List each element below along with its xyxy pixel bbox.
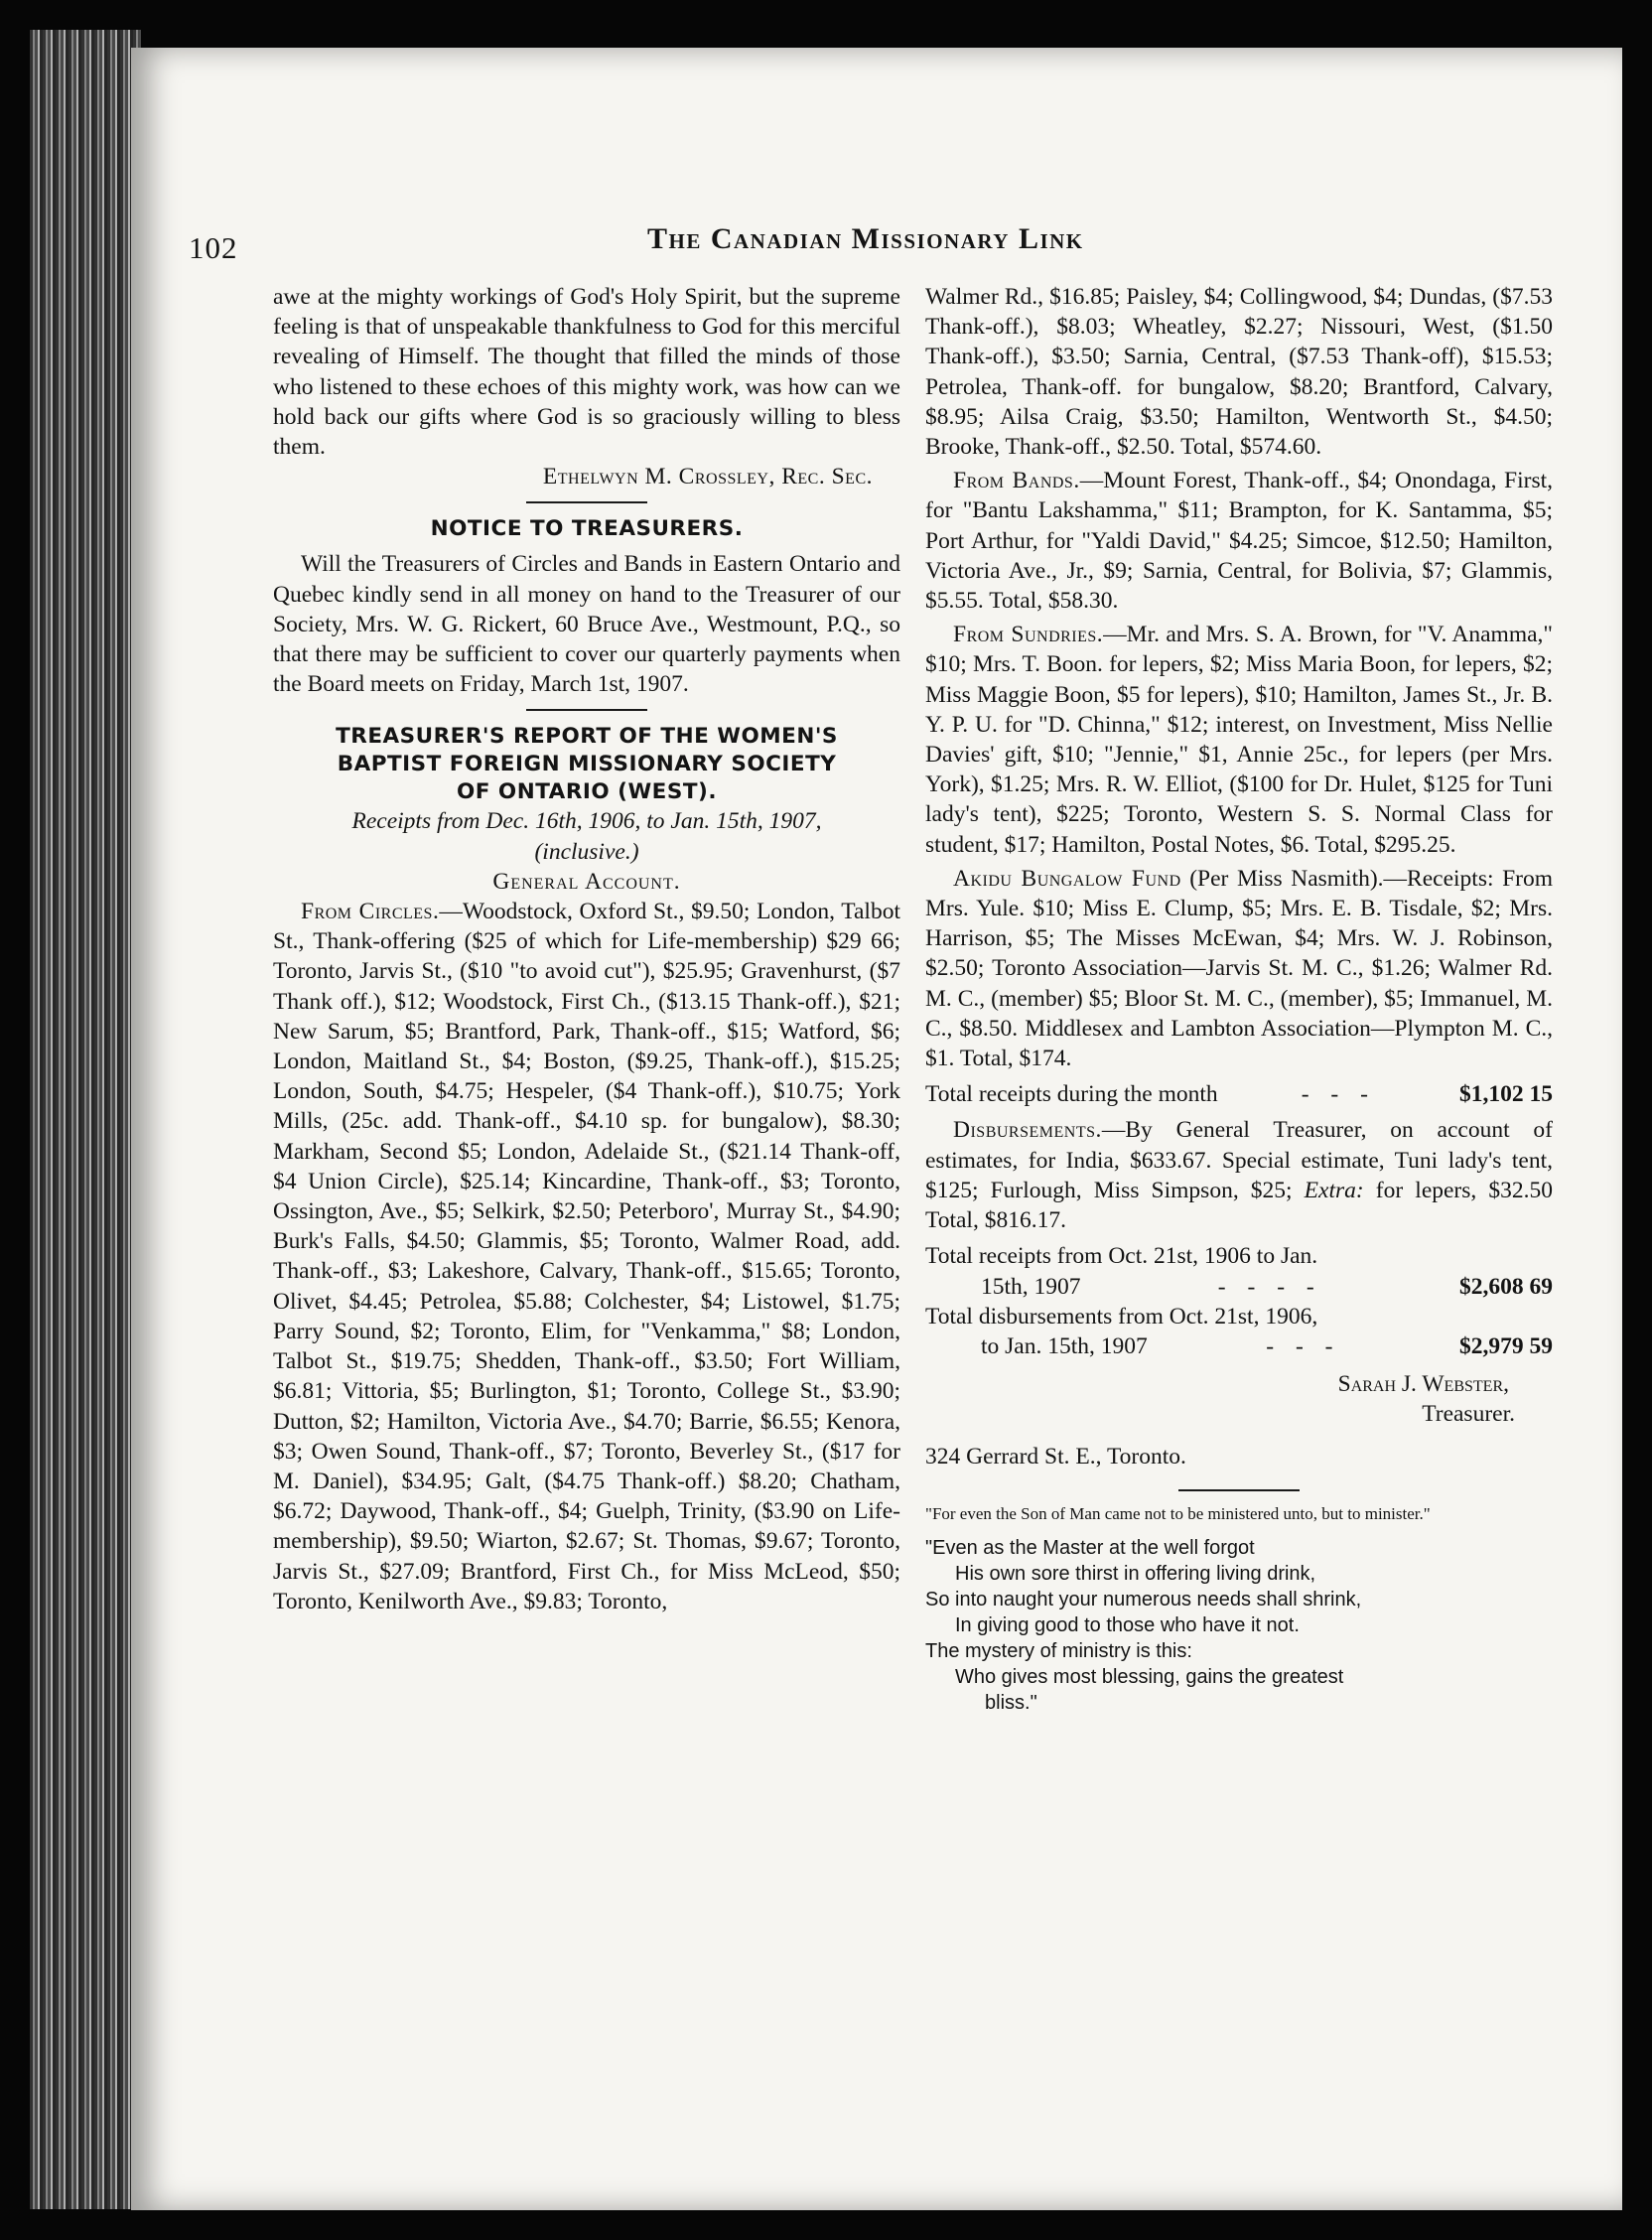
- poem-line: bliss.": [985, 1691, 1037, 1714]
- total-oct-amount: $2,608 69: [1459, 1273, 1553, 1300]
- poem-line: His own sore thirst in offering living drink,: [955, 1562, 1316, 1585]
- report-heading-line-3: OF ONTARIO (WEST).: [456, 779, 718, 805]
- total-month-label: Total receipts during the month: [925, 1081, 1218, 1108]
- running-header: [131, 183, 1622, 265]
- from-bands-paragraph: [925, 466, 1553, 616]
- from-circles-label: From Circles.: [301, 899, 440, 925]
- total-disbursements-line-1: Total disbursements from Oct. 21st, 1906,: [925, 1303, 1318, 1330]
- total-oct-row: [925, 1272, 1553, 1302]
- total-month-dashes: - - -: [1301, 1081, 1376, 1108]
- poem-line: Who gives most blessing, gains the greatest: [955, 1665, 1344, 1688]
- general-account-heading: General Account.: [492, 868, 681, 895]
- total-month-row: [925, 1079, 1553, 1109]
- divider-rule: [526, 709, 647, 711]
- closing-poem: [925, 1535, 1553, 1716]
- from-sundries-text: —Mr. and Mrs. S. A. Brown, for "V. Anamma," $10; Mrs. T. Boon. for lepers, $2; Miss Maria Boon, for lepers, $2; Miss Maggie Boon, $5 for lepers), $10; Hamilton, James St., Jr. B. Y. P. U. for "D. Chinna," $12; interest, on Investment, Miss Nellie Davies' gift, $10; "Jennie," $1, Annie 25c., for lepers (per Mrs. York), $1.25; Mrs. R. W. Elliot, ($100 for Dr. Hulet, $125 for Tuni lady's tent), $225; Toronto, Western S. S. Normal Class for student, $17; Hamilton, Postal Notes, $6. Total, $295.25.: [925, 622, 1553, 858]
- total-oct-dashes: - - - -: [1217, 1273, 1322, 1300]
- treasurer-title: Treasurer.: [1422, 1401, 1515, 1428]
- poem-line: The mystery of ministry is this:: [925, 1639, 1192, 1662]
- notice-text: Will the Treasurers of Circles and Bands in Eastern Ontario and Quebec kindly send in all money on hand to the Treasurer of our Society, Mrs. W. G. Rickert, 60 Bruce Ave., Westmount, P.Q., so that there may be sufficient to cover our quarterly payments when the Board meets on Friday, March 1st, 1907.: [273, 551, 900, 698]
- total-month-amount: $1,102 15: [1459, 1081, 1553, 1108]
- poem-line: "Even as the Master at the well forgot: [925, 1536, 1255, 1559]
- treasurer-address: 324 Gerrard St. E., Toronto.: [925, 1443, 1186, 1470]
- page-sheet: [131, 48, 1622, 2210]
- treasurer-name: Sarah J. Webster,: [1337, 1371, 1509, 1398]
- opening-paragraph: awe at the mighty workings of God's Holy Spirit, but the supreme feeling is that of unspeakable thankfulness to God for this merciful revealing of Himself. The thought that filled the minds of those who listened to these echoes of this mighty work, was how can we hold back our gifts where God is so graciously willing to bless them.: [273, 284, 900, 461]
- recording-secretary-signature: Ethelwyn M. Crossley, Rec. Sec.: [542, 464, 873, 490]
- akidu-bungalow-label: Akidu Bungalow Fund: [953, 865, 1181, 892]
- total-disbursements-line-2: to Jan. 15th, 1907: [981, 1332, 1148, 1359]
- from-bands-text: —Mount Forest, Thank-off., $4; Onondaga, First, for "Bantu Lakshamma," $11; Brampton, for K. Santamma, $5; Port Arthur, for "Yaldi David," $4.25; Simcoe, $12.50; Hamilton, Victoria Ave., Jr., $9; Sarnia, Central, for Bolivia, $7; Glammis, $5.55. Total, $58.30.: [925, 468, 1554, 615]
- akidu-bungalow-text: (Per Miss Nasmith).—Receipts: From Mrs. Yule. $10; Miss E. Clump, $5; Mrs. E. B. Tisdale, $2; Mrs. Harrison, $5; The Misses McEwan, $4; Mrs. W. J. Robinson, $2.50; Toronto Association—Jarvis St. M. C., $1.26; Walmer Rd. M. C., (member) $5; Bloor St. M. C., (member), $5; Immanuel, M. C., $8.50. Middlesex and Lambton Association—Plympton M. C., $1. Total, $174.: [925, 865, 1553, 1072]
- disbursements-paragraph: [925, 1115, 1553, 1235]
- divider-rule: [1178, 1489, 1300, 1491]
- from-sundries-paragraph: [925, 620, 1553, 860]
- total-oct-line-2: 15th, 1907: [981, 1273, 1081, 1300]
- akidu-bungalow-paragraph: [925, 864, 1553, 1073]
- poem-line: In giving good to those who have it not.: [955, 1613, 1300, 1636]
- journal-title: The Canadian Missionary Link: [647, 222, 1084, 255]
- receipts-period-line-2: (inclusive.): [534, 838, 639, 865]
- disbursements-extra: Extra:: [1304, 1177, 1364, 1203]
- total-oct-line-1: Total receipts from Oct. 21st, 1906 to Jan.: [925, 1243, 1318, 1270]
- book-binding-edge: [30, 30, 141, 2209]
- disbursements-tail: for lepers, $32.50 Total, $816.17.: [925, 1177, 1553, 1234]
- from-sundries-label: From Sundries.: [953, 622, 1104, 648]
- divider-rule: [526, 501, 647, 503]
- from-bands-label: From Bands.: [953, 468, 1080, 494]
- total-disbursements-amount: $2,979 59: [1459, 1332, 1553, 1359]
- left-column: [273, 282, 900, 1616]
- disbursements-label: Disbursements.: [953, 1117, 1102, 1144]
- from-circles-paragraph: [273, 897, 900, 1616]
- total-disbursements-row: [925, 1331, 1553, 1361]
- poem-line: So into naught your numerous needs shall shrink,: [925, 1588, 1362, 1610]
- total-disbursements-dashes: - - -: [1266, 1332, 1341, 1359]
- receipts-period-line-1: Receipts from Dec. 16th, 1906, to Jan. 15th, 1907,: [351, 808, 822, 835]
- notice-heading: NOTICE TO TREASURERS.: [430, 516, 744, 542]
- scripture-quote: "For even the Son of Man came not to be ministered unto, but to minister.": [925, 1503, 1431, 1523]
- circles-continued-paragraph: Walmer Rd., $16.85; Paisley, $4; Collingwood, $4; Dundas, ($7.53 Thank-off.), $8.03; Wheatley, $2.27; Nissouri, West, ($1.50 Thank-off.), $3.50; Sarnia, Central, ($7.53 Thank-off), $15.53; Petrolea, Thank-off. for bungalow, $8.20; Brantford, Calvary, $8.95; Ailsa Craig, $3.50; Hamilton, Wentworth St., $4.50; Brooke, Thank-off., $2.50. Total, $574.60.: [925, 284, 1553, 461]
- report-heading-line-1: TREASURER'S REPORT OF THE WOMEN'S: [336, 724, 838, 750]
- from-circles-text: —Woodstock, Oxford St., $9.50; London, Talbot St., Thank-offering ($25 of which for Life-membership) $29 66; Toronto, Jarvis St., ($10 "to avoid cut"), $25.95; Gravenhurst, ($7 Thank off.), $12; Woodstock, First Ch., ($13.15 Thank-off.), $21; New Sarum, $5; Brantford, Park, Thank-off., $15; Watford, $6; London, Maitland St., $4; Boston, ($9.25, Thank-off.), $15.25; London, South, $4.75; Hespeler, ($4 Thank-off.), $10.75; York Mills, (25c. add. Thank-off., $4.10 sp. for bungalow), $8.30; Markham, Second $5; London, Adelaide St., ($21.14 Thank-off, $4 Union Circle), $25.14; Kincardine, Thank-off., $3; Toronto, Ossington, Ave., $5; Selkirk, $2.50; Peterboro', Murray St., $4.90; Burk's Falls, $4.50; Glammis, $5; Toronto, Walmer Road, add. Thank-off., $3; Lakeshore, Calvary, Thank-off., $15.65; Toronto, Olivet, $4.45; Petrolea, $5.88; Colchester, $4; Listowel, $1.75; Parry Sound, $2; Toronto, Elim, for "Venkamma," $8; London, Talbot St., $19.75; Shedden, Thank-off., $3.50; Fort William, $6.81; Vittoria, $5; Burlington, $1; Toronto, College St., $3.90; Dutton, $2; Hamilton, Victoria Ave., $4.70; Barrie, $6.55; Kenora, $3; Owen Sound, Thank-off., $7; Toronto, Beverley St., ($17 for M. Daniel), $34.95; Galt, ($4.75 Thank-off.) $8.20; Chatham, $6.72; Daywood, Thank-off., $4; Guelph, Trinity, ($3.90 on Life-membership), $9.50; Wiarton, $2.67; St. Thomas, $9.67; Toronto, Jarvis St., $27.09; Brantford, First Ch., for Miss McLeod, $50; Toronto, Kenilworth Ave., $9.83; Toronto,: [273, 899, 900, 1614]
- disbursements-text: —By General Treasurer, on account of estimates, for India, $633.67. Special estimate, Tuni lady's tent, $125; Furlough, Miss Simpson, $25;: [925, 1117, 1553, 1203]
- report-heading-line-2: BAPTIST FOREIGN MISSIONARY SOCIETY: [337, 752, 837, 777]
- right-column: [925, 282, 1553, 1716]
- page-number: 102: [189, 230, 238, 265]
